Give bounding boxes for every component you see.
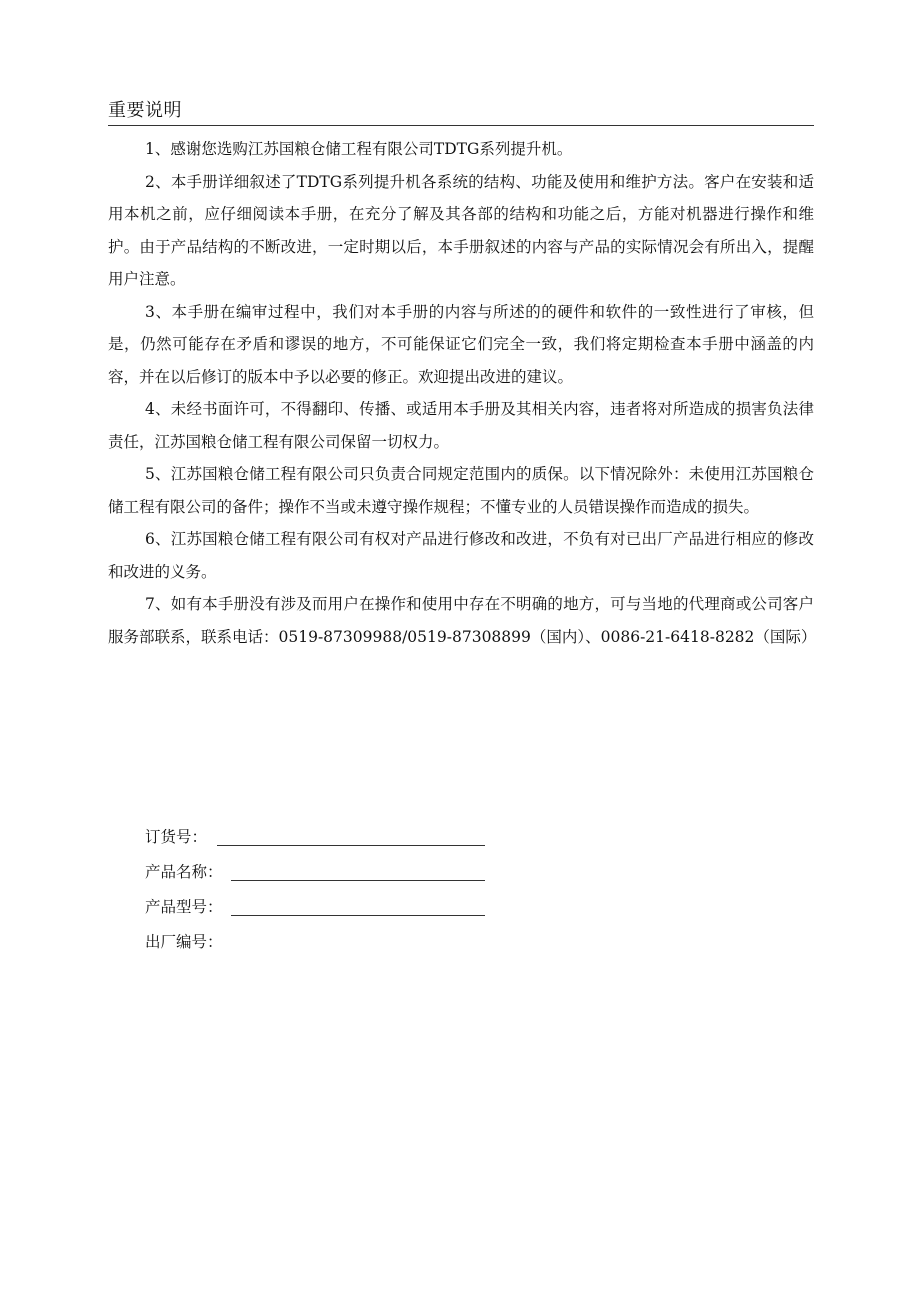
notice-paragraph-5: 5、江苏国粮仓储工程有限公司只负责合同规定范围内的质保。以下情况除外：未使用江苏国粮仓储工程有限公司的备件；操作不当或未遵守操作规程；不懂专业的人员错误操作而造成的损失。 (108, 465, 814, 516)
notice-paragraph-4: 4、未经书面许可，不得翻印、传播、或适用本手册及其相关内容，违者将对所造成的损害负法律责任，江苏国粮仓储工程有限公司保留一切权力。 (108, 400, 814, 451)
product-name-row (145, 857, 545, 892)
serial-number-label: 出厂编号： (145, 933, 223, 951)
notice-paragraph-2: 2、本手册详细叙述了TDTG系列提升机各系统的结构、功能及使用和维护方法。客户在安装和适用本机之前，应仔细阅读本手册，在充分了解及其各部的结构和功能之后，方能对机器进行操作和维护。由于产品结构的不断改进，一定时期以后，本手册叙述的内容与产品的实际情况会有所出入，提醒用户注意。 (108, 172, 814, 288)
notice-paragraph-6: 6、江苏国粮仓储工程有限公司有权对产品进行修改和改进，不负有对已出厂产品进行相应的修改和改进的义务。 (108, 530, 814, 581)
serial-number-row (145, 927, 545, 962)
product-model-label: 产品型号： (145, 898, 223, 916)
page-header (108, 98, 814, 126)
product-name-label: 产品名称： (145, 863, 223, 881)
order-number-line (217, 845, 485, 846)
page-title: 重要说明 (108, 100, 182, 121)
notice-paragraph-7: 7、如有本手册没有涉及而用户在操作和使用中存在不明确的地方，可与当地的代理商或公司客户服务部联系，联系电话：0519-87309988/0519-87308899（国内）、0086-21-6418-8282（国际） (108, 595, 817, 646)
order-number-row (145, 822, 545, 857)
product-model-line (231, 915, 485, 916)
product-model-row (145, 892, 545, 927)
product-info-form (145, 822, 545, 962)
notice-paragraph-3: 3、本手册在编审过程中，我们对本手册的内容与所述的的硬件和软件的一致性进行了审核，但是，仍然可能存在矛盾和谬误的地方，不可能保证它们完全一致，我们将定期检查本手册中涵盖的内容，并在以后修订的版本中予以必要的修正。欢迎提出改进的建议。 (108, 302, 814, 386)
notice-body (108, 133, 817, 653)
product-name-line (231, 880, 485, 881)
notice-paragraph-1: 1、感谢您选购江苏国粮仓储工程有限公司TDTG系列提升机。 (145, 140, 573, 158)
order-number-label: 订货号： (145, 828, 208, 846)
